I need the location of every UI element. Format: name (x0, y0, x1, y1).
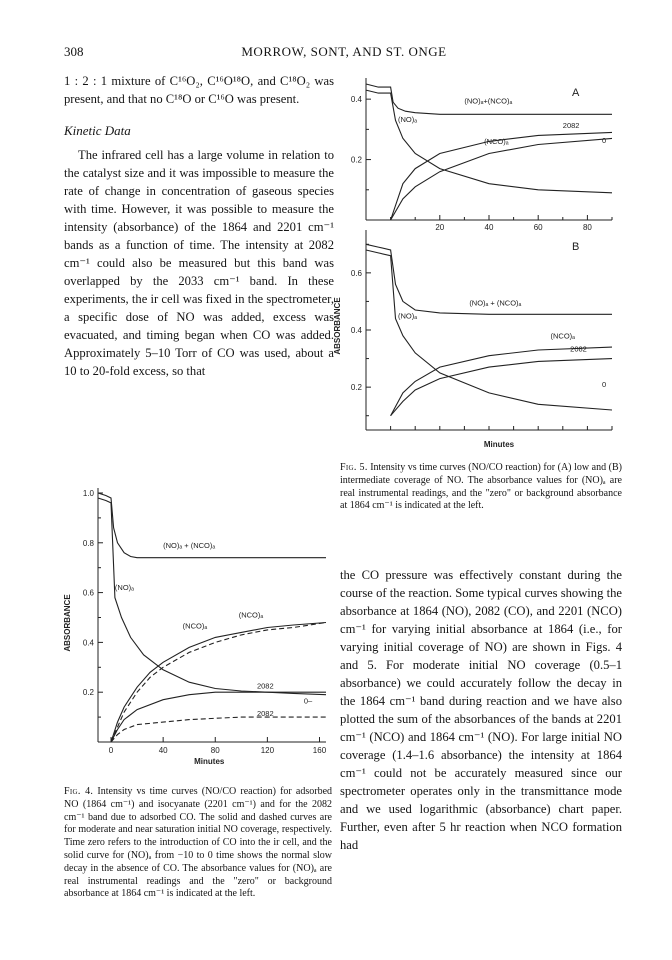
fig5b-label-sum: (NO)ₐ + (NCO)ₐ (469, 298, 522, 308)
page-number: 308 (64, 44, 84, 59)
fig5b-series-2 (391, 347, 612, 416)
fig5-caption-text: Intensity vs time curves (NO/CO reaction) for (A) low and (B) intermediate coverage of NO. The absorbance values for (NO)ₐ are real instrumental readings, and the "zero" or background absorbance at 1864 cm⁻¹ is indicated at the left. (340, 462, 622, 512)
fig5b-label-zero: 0 (602, 380, 607, 390)
fig4-label-no: (NO)ₐ (114, 583, 134, 593)
fig5a-x-tick-label: 20 (435, 223, 445, 232)
fig5b-x-label: Minutes (483, 440, 515, 449)
fig4-y-label: ABSORBANCE (63, 594, 72, 652)
fig4-x-tick-label: 160 (312, 746, 327, 755)
paragraph-continued: the CO pressure was effectively constant during the course of the reaction. Some typical curves showing the absorbance at 1864 (NO), 2082 (CO), and 2201 (NCO) cm⁻¹ for varying initial absorbance at 1864 (i.e., for varying initial coverage of NO) are shown in Figs. 4 and 5. For moderate initial NO coverage (0.5–1 absorbance) we could accurately follow the decay in the 1864 cm⁻¹ band during reaction and we have also plotted the sum of the absorbances of the bands at 2201 cm⁻¹ (NCO) and 1864 cm⁻¹ (NO). For large initial NO coverage (1.4–1.6 absorbance) the intensity at 1864 cm⁻¹ could not be accurately measured since our spectrometer operates only in the transmittance mode and we used logarithmic (absorbance) chart paper. Further, even after 5 hr reaction when NCO formation had (340, 568, 622, 852)
fig5a-y-tick-label: 0.2 (350, 155, 362, 165)
fig4-series-1 (98, 498, 326, 695)
fig4-label-2082-dashed: 2082 (256, 708, 274, 718)
paragraph-kinetic: The infrared cell has a large volume in relation to the catalyst size and it was impossible to measure the rate of change in concentration of gaseous species with time. However, it was possible to measure the intensity (absorbance) of the 1864 and 2201 cm⁻¹ bands as a function of time. The intensity at 2082 cm⁻¹ could also be measured but this band was overlapped by the 2033 cm⁻¹ band. In these experiments, the ir cell was fixed in the spectrometer, a specific dose of NO was added, excess was evacuated, and timing began when CO was added. Approximately 5–10 Torr of CO was used, about a 10 to 20-fold excess, so that (64, 148, 334, 378)
fig4-caption-label: Fig. 4. (64, 786, 94, 797)
right-column-text (340, 566, 622, 854)
running-header (64, 44, 624, 64)
fig4-label-nco-dashed: (NCO)ₐ (182, 621, 208, 631)
fig5b-label-2082: 2082 (570, 344, 587, 354)
running-title: MORROW, SONT, AND ST. ONGE (241, 44, 447, 59)
figure-4 (58, 452, 338, 792)
fig4-caption (64, 786, 332, 901)
fig5b-series-1 (366, 250, 612, 410)
fig5a-plot (351, 78, 612, 232)
fig4-series-2 (111, 623, 326, 743)
fig4-y-tick-label: 1.0 (82, 488, 94, 498)
fig5a-series-3 (391, 135, 612, 220)
fig4-label-2082-solid: 2082 (256, 681, 274, 691)
fig4-x-label: Minutes (194, 757, 225, 766)
fig4-y-tick-label: 0.2 (82, 688, 94, 698)
fig4-series-5 (111, 717, 326, 742)
fig5a-x-tick-label: 40 (484, 223, 494, 232)
fig4-x-tick-label: 40 (158, 746, 168, 755)
fig4-series-3 (111, 692, 326, 742)
fig5b-y-tick-label: 0.2 (350, 383, 362, 393)
fig5a-label-zero: 0 (602, 135, 607, 145)
fig4-label-nco-solid: (NCO)ₐ (238, 610, 264, 620)
section-heading: Kinetic Data (64, 123, 131, 138)
fig4-label-sum: (NO)ₐ + (NCO)ₐ (163, 540, 216, 550)
fig5a-x-tick-label: 60 (533, 223, 543, 232)
fig5b-label-nco: (NCO)ₐ (550, 331, 575, 341)
fig4-x-tick-label: 0 (108, 746, 114, 755)
fig5a-panel-label: A (572, 87, 580, 99)
fig4-caption-text: Intensity vs time curves (NO/CO reaction) for adsorbed NO (1864 cm⁻¹) and isocyanate (2201 cm⁻¹) and for the 2082 cm⁻¹ band due to adsorbed CO. The solid and dashed curves are for moderate and near saturation initial NO coverage, respectively. Time zero refers to the introduction of CO into the ir cell, and the solid curve for (NO)ₐ from −10 to 0 time shows the normal slow decay in the absence of CO. The absorbance values for (NO)ₐ are real instrumental readings and the "zero" or background absorbance at 1864 cm⁻¹ is indicated at the left. (64, 786, 333, 900)
fig4-y-tick-label: 0.6 (82, 588, 94, 598)
fig5-caption-label: Fig. 5. (340, 462, 368, 473)
fig4-y-tick-label: 0.4 (82, 638, 94, 648)
fig4-series-4 (111, 623, 326, 743)
fig5b-label-no: (NO)ₐ (397, 311, 418, 321)
fig5b-y-tick-label: 0.4 (350, 326, 362, 335)
fig4-plot (63, 488, 327, 766)
fig5a-label-no: (NO)ₐ (397, 114, 418, 124)
fig5a-label-2082: 2082 (562, 120, 580, 130)
fig4-label-zero: 0– (303, 696, 313, 706)
fig4-x-tick-label: 120 (260, 746, 275, 755)
left-column-text (64, 72, 334, 380)
figure-5 (330, 70, 620, 460)
fig5b-plot (333, 230, 612, 449)
fig5b-y-tick-label: 0.6 (350, 268, 362, 278)
fig5a-x-tick-label: 80 (582, 223, 592, 232)
paragraph-lead: 1 : 2 : 1 mixture of C¹⁶O₂, C¹⁶O¹⁸O, and C¹⁸O₂ was present, and that no C¹⁸O or C¹⁶O was present. (64, 74, 334, 106)
fig5b-y-label: ABSORBANCE (333, 297, 342, 355)
fig5b-panel-label: B (572, 241, 580, 253)
fig5a-label-nco: (NCO)ₐ (484, 136, 509, 146)
fig5a-label-sum: (NO)ₐ+(NCO)ₐ (464, 96, 513, 106)
fig4-y-tick-label: 0.8 (82, 538, 94, 548)
fig5a-y-tick-label: 0.4 (350, 95, 362, 105)
fig4-x-tick-label: 80 (210, 746, 220, 755)
fig5-caption (340, 462, 622, 513)
